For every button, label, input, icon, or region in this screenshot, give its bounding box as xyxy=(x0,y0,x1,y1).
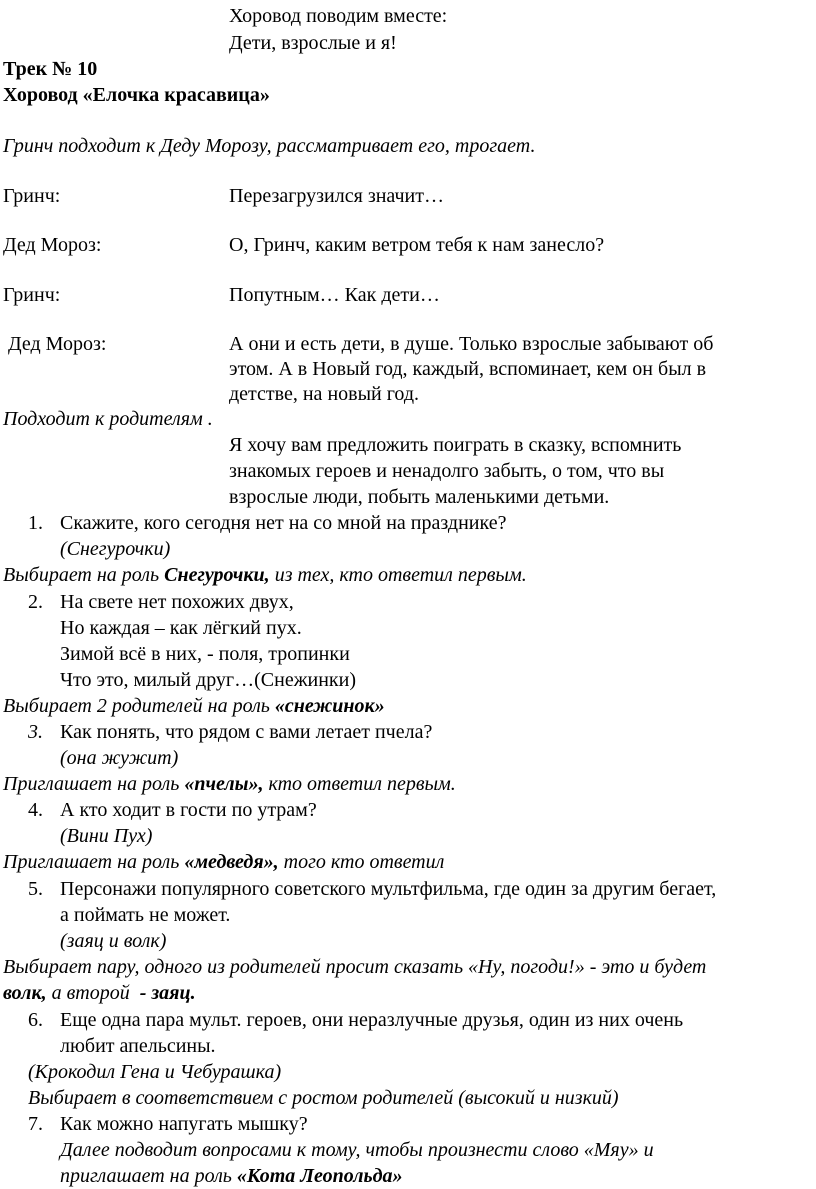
question-6-line-2: любит апельсины. xyxy=(60,1035,216,1057)
direction-7-line-2: приглашает на роль «Кота Леопольда» xyxy=(60,1165,403,1187)
item-number-1: 1. xyxy=(28,512,43,534)
track-title: Хоровод «Елочка красавица» xyxy=(3,84,270,106)
riddle-2-line-4: Что это, милый друг…(Снежинки) xyxy=(60,669,357,691)
item-number-4: 4. xyxy=(28,799,43,821)
answer-1: (Снегурочки) xyxy=(60,538,171,560)
stage-direction-grinch: Гринч подходит к Деду Морозу, рассматривает его, трогает. xyxy=(3,135,536,157)
item-number-2: 2. xyxy=(28,591,43,613)
intro-line-1: Хоровод поводим вместе: xyxy=(229,5,448,27)
direction-6: Выбирает в соответствием с ростом родителей (высокий и низкий) xyxy=(28,1087,619,1109)
direction-5-line-2: волк, а второй - заяц. xyxy=(3,982,196,1004)
direction-7-line-1: Далее подводит вопросами к тому, чтобы произнести слово «Мяу» и xyxy=(60,1139,654,1161)
answer-3: (она жужит) xyxy=(60,747,179,769)
answer-6: (Крокодил Гена и Чебурашка) xyxy=(28,1061,282,1083)
line-ded-moroz-2b: этом. А в Новый год, каждый, вспоминает, кем он был в xyxy=(229,358,707,380)
direction-1: Выбирает на роль Снегурочки, из тех, кто ответил первым. xyxy=(3,564,527,586)
question-3: Как понять, что рядом с вами летает пчела? xyxy=(60,721,433,743)
direction-3: Приглашает на роль «пчелы», кто ответил первым. xyxy=(3,773,456,795)
speaker-ded-moroz-1: Дед Мороз: xyxy=(3,234,102,256)
line-grinch-2: Попутным… Как дети… xyxy=(229,284,440,306)
track-number: Трек № 10 xyxy=(3,58,98,80)
stage-direction-parents: Подходит к родителям . xyxy=(3,408,213,430)
line-grinch-1: Перезагрузился значит… xyxy=(229,185,444,207)
riddle-2-line-2: Но каждая – как лёгкий пух. xyxy=(60,617,302,639)
riddle-2-line-3: Зимой всё в них, - поля, тропинки xyxy=(60,643,350,665)
line-ded-moroz-2a: А они и есть дети, в душе. Только взрослые забывают об xyxy=(229,333,714,355)
direction-5-line-1: Выбирает пару, одного из родителей просит сказать «Ну, погоди!» - это и будет xyxy=(3,956,707,978)
speaker-grinch-1: Гринч: xyxy=(3,185,61,207)
line-ded-moroz-2c: детстве, на новый год. xyxy=(229,383,420,405)
speaker-grinch-2: Гринч: xyxy=(3,284,61,306)
answer-4: (Вини Пух) xyxy=(60,825,153,847)
item-number-5: 5. xyxy=(28,878,43,900)
question-1: Скажите, кого сегодня нет на со мной на празднике? xyxy=(60,512,507,534)
offer-line-1: Я хочу вам предложить поиграть в сказку, вспомнить xyxy=(229,434,682,456)
direction-4: Приглашает на роль «медведя», того кто ответил xyxy=(3,851,445,873)
offer-line-3: взрослые люди, побыть маленькими детьми. xyxy=(229,486,610,508)
riddle-2-line-1: На свете нет похожих двух, xyxy=(60,591,294,613)
question-6-line-1: Еще одна пара мульт. героев, они неразлучные друзья, один из них очень xyxy=(60,1009,684,1031)
item-number-6: 6. xyxy=(28,1009,43,1031)
question-4: А кто ходит в гости по утрам? xyxy=(60,799,317,821)
question-7: Как можно напугать мышку? xyxy=(60,1113,308,1135)
speaker-ded-moroz-2: Дед Мороз: xyxy=(3,333,107,355)
answer-5: (заяц и волк) xyxy=(60,930,167,952)
line-ded-moroz-1: О, Гринч, каким ветром тебя к нам занесло? xyxy=(229,234,605,256)
direction-2: Выбирает 2 родителей на роль «снежинок» xyxy=(3,695,385,717)
intro-line-2: Дети, взрослые и я! xyxy=(229,32,397,54)
question-5-line-2: а поймать не может. xyxy=(60,904,231,926)
question-5-line-1: Персонажи популярного советского мультфильма, где один за другим бегает, xyxy=(60,878,717,900)
offer-line-2: знакомых героев и ненадолго забыть, о том, что вы xyxy=(229,460,665,482)
item-number-3: 3. xyxy=(28,721,43,743)
item-number-7: 7. xyxy=(28,1113,43,1135)
